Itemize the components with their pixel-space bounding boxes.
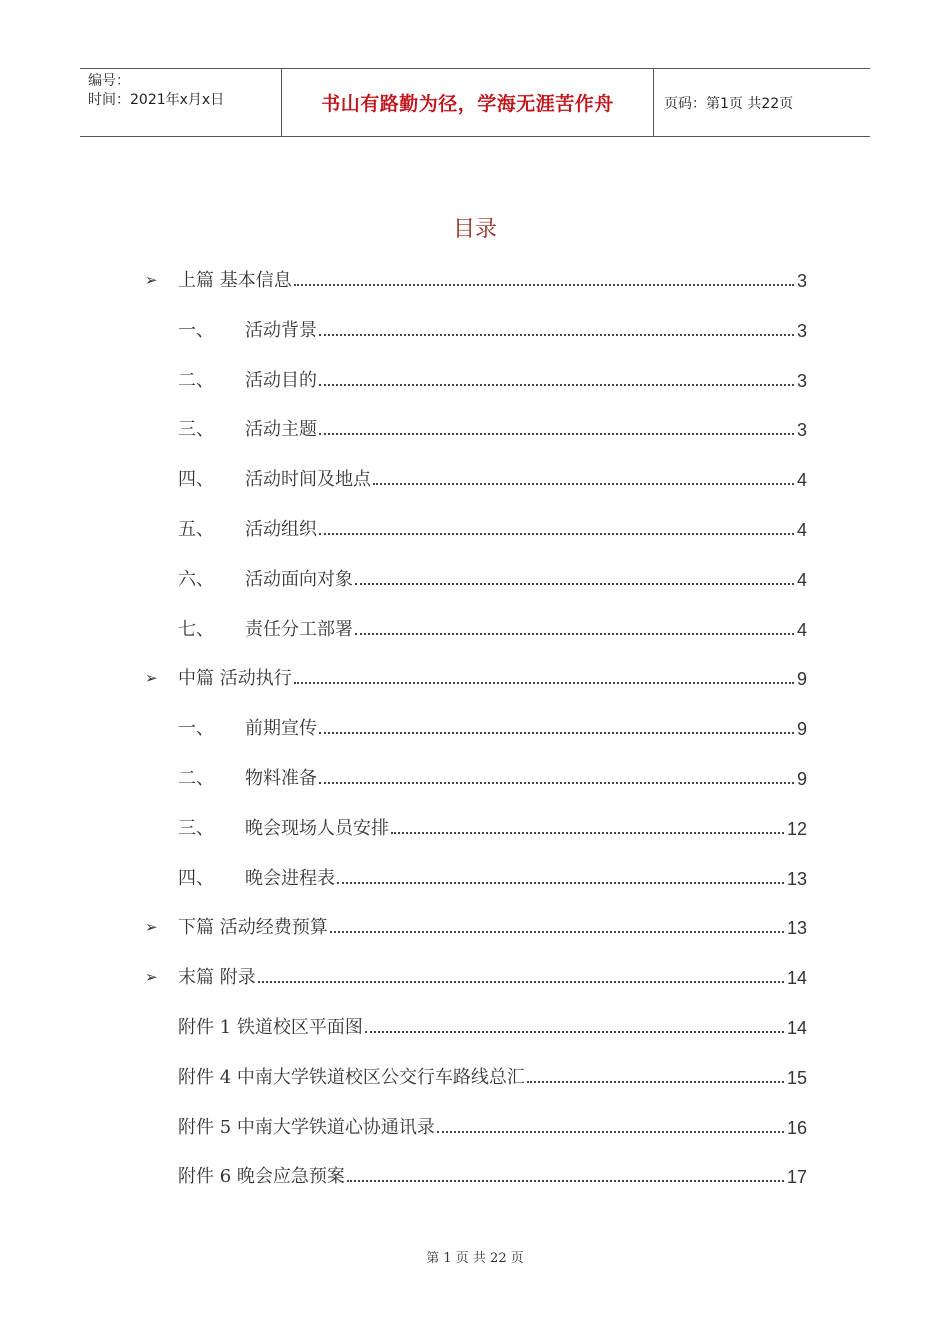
toc-page-number: 13	[786, 918, 807, 939]
toc-entry-label: 责任分工部署	[245, 618, 353, 640]
toc-dot-leader	[355, 582, 794, 585]
toc-entry-label: 晚会进程表	[245, 867, 335, 889]
toc-page-number: 9	[796, 669, 807, 690]
toc-dot-leader	[319, 731, 794, 734]
toc-page-number: 3	[796, 370, 807, 391]
toc-entry-label: 末篇 附录	[178, 967, 256, 989]
toc-entry-number: 一、	[178, 718, 214, 740]
toc-entry[interactable]	[178, 511, 807, 541]
toc-entry-number: 三、	[178, 817, 214, 839]
toc-entry-label: 活动组织	[245, 519, 317, 540]
toc-entry-number: 四、	[178, 867, 214, 889]
toc-page-number: 17	[786, 1167, 807, 1188]
toc-entry[interactable]	[145, 959, 807, 989]
arrow-bullet-icon: ➢	[145, 918, 158, 937]
toc-entry[interactable]	[178, 760, 807, 790]
toc-entry[interactable]	[178, 362, 807, 392]
toc-entry[interactable]	[145, 660, 807, 690]
toc-dot-leader	[373, 482, 794, 485]
toc-dot-leader	[527, 1080, 784, 1083]
toc-entry-label: 上篇 基本信息	[178, 270, 292, 291]
toc-entry-label: 活动背景	[245, 319, 317, 341]
header-meta	[80, 69, 281, 136]
toc-dot-leader	[319, 333, 794, 336]
toc-page-number: 12	[786, 818, 807, 839]
time-label: 时间：2021年x月x日	[88, 92, 225, 108]
toc-entry-number: 二、	[178, 369, 214, 391]
toc-page-number: 9	[796, 719, 807, 740]
toc-dot-leader	[319, 532, 794, 535]
toc-entry-number: 三、	[178, 419, 214, 441]
toc-page-number: 3	[796, 420, 807, 441]
toc-entry[interactable]	[178, 710, 807, 740]
toc-entry[interactable]	[145, 909, 807, 939]
toc-page-number: 4	[796, 520, 807, 540]
toc-page-number: 9	[796, 769, 807, 789]
toc-dot-leader	[294, 681, 794, 684]
toc-entry-label: 活动目的	[245, 369, 317, 391]
toc-entry-label: 附件 1 铁道校区平面图	[178, 1017, 363, 1038]
toc-dot-leader	[347, 1179, 784, 1182]
toc-entry-label: 中篇 活动执行	[178, 668, 292, 690]
arrow-bullet-icon: ➢	[145, 271, 158, 289]
toc-entry-label: 前期宣传	[245, 718, 317, 740]
toc-dot-leader	[319, 383, 794, 386]
toc-dot-leader	[319, 781, 794, 784]
toc-entry[interactable]	[178, 1158, 807, 1188]
toc-entry[interactable]	[145, 262, 807, 292]
toc-entry[interactable]	[178, 561, 807, 591]
toc-entry[interactable]	[178, 1109, 807, 1139]
toc-page-number: 14	[786, 1018, 807, 1038]
toc-entry[interactable]	[178, 312, 807, 342]
toc-page-number: 3	[796, 271, 807, 291]
toc-title: 目录	[452, 217, 497, 242]
toc-page-number: 4	[796, 569, 807, 590]
serial-label: 编号：	[88, 73, 130, 89]
toc-entry-label: 活动时间及地点	[245, 469, 371, 491]
toc-entry[interactable]	[178, 461, 807, 491]
toc-entry[interactable]	[178, 1059, 807, 1089]
toc-dot-leader	[294, 283, 794, 286]
toc-entry-label: 活动主题	[245, 419, 317, 441]
toc-page-number: 4	[796, 470, 807, 491]
toc-entry[interactable]	[178, 810, 807, 840]
toc-entry[interactable]	[178, 411, 807, 441]
toc-page-number: 3	[796, 320, 807, 341]
header-page-info: 页码：第1页 共22页	[664, 95, 794, 112]
toc-entry[interactable]	[178, 860, 807, 890]
toc-entry-label: 晚会现场人员安排	[245, 817, 389, 839]
toc-dot-leader	[258, 980, 784, 983]
toc-dot-leader	[319, 432, 794, 435]
page-header	[80, 68, 870, 137]
toc-entry[interactable]	[178, 611, 807, 641]
toc-page-number: 13	[786, 868, 807, 889]
toc-entry-number: 一、	[178, 319, 214, 341]
toc-page-number: 14	[786, 968, 807, 989]
toc-entry-label: 附件 4 中南大学铁道校区公交行车路线总汇	[178, 1066, 525, 1088]
toc-dot-leader	[337, 881, 784, 884]
toc-entry-number: 五、	[178, 519, 214, 540]
toc-entry[interactable]	[178, 1009, 807, 1039]
toc-page-number: 4	[796, 619, 807, 640]
toc-page-number: 15	[786, 1067, 807, 1088]
toc-page-number: 16	[786, 1117, 807, 1138]
toc-entry-number: 二、	[178, 768, 214, 789]
arrow-bullet-icon: ➢	[145, 669, 158, 688]
toc-entry-label: 活动面向对象	[245, 568, 353, 590]
arrow-bullet-icon: ➢	[145, 968, 158, 987]
toc-dot-leader	[437, 1130, 784, 1133]
toc-entry-label: 附件 6 晚会应急预案	[178, 1166, 345, 1188]
toc-dot-leader	[391, 831, 784, 834]
toc-entry-number: 六、	[178, 568, 214, 590]
toc-entry-label: 物料准备	[245, 768, 317, 789]
toc-entry-label: 下篇 活动经费预算	[178, 917, 328, 939]
toc-dot-leader	[355, 632, 794, 635]
toc-entry-label: 附件 5 中南大学铁道心协通讯录	[178, 1116, 435, 1138]
toc-entry-number: 四、	[178, 469, 214, 491]
toc-entry-number: 七、	[178, 618, 214, 640]
header-motto: 书山有路勤为径，学海无涯苦作舟	[281, 69, 654, 136]
toc-dot-leader	[330, 930, 784, 933]
page-footer: 第 1 页 共 22 页	[426, 1251, 524, 1266]
toc-dot-leader	[365, 1030, 784, 1033]
